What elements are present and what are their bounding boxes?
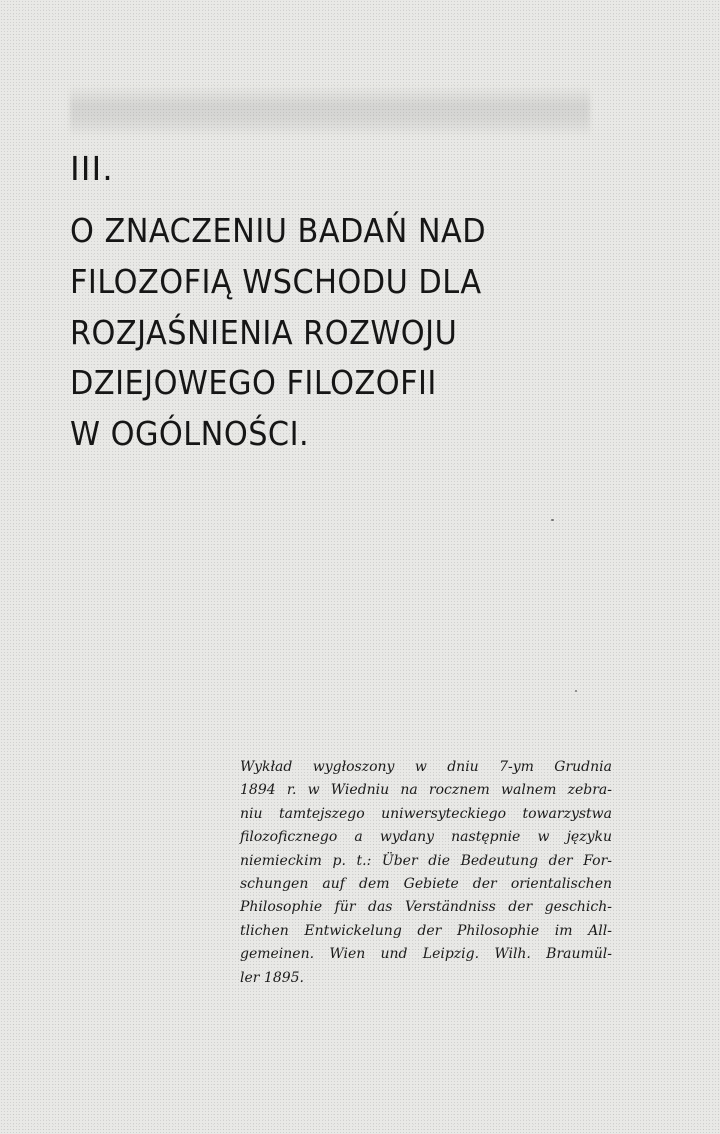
- paper-speck: [551, 519, 554, 521]
- chapter-title-line: ROZJAŚNIENIA ROZWOJU: [70, 312, 458, 352]
- footnote-line: schungen auf dem Gebiete der orientalischen: [240, 876, 612, 893]
- lecture-footnote: [240, 756, 612, 990]
- footnote-line: filozoficznego a wydany następnie w języku: [240, 829, 612, 846]
- paper-speck: [575, 690, 577, 692]
- chapter-title-line: DZIEJOWEGO FILOZOFII: [70, 363, 437, 403]
- show-through-text-bleed: [70, 86, 590, 136]
- footnote-line: Philosophie für das Verständniss der geschich-: [240, 899, 612, 916]
- footnote-line: ler 1895.: [240, 969, 304, 986]
- footnote-line: 1894 r. w Wiedniu na rocznem walnem zebra-: [240, 782, 612, 799]
- footnote-line: gemeinen. Wien und Leipzig. Wilh. Braumül-: [240, 946, 612, 963]
- chapter-title: [70, 206, 502, 460]
- chapter-numeral: III.: [70, 149, 114, 188]
- footnote-line: niu tamtejszego uniwersyteckiego towarzystwa: [240, 805, 612, 822]
- chapter-title-line: FILOZOFIĄ WSCHODU DLA: [70, 261, 482, 301]
- chapter-title-line: W OGÓLNOŚCI.: [70, 414, 310, 454]
- footnote-line: niemieckim p. t.: Über die Bedeutung der For-: [240, 852, 612, 869]
- footnote-line: Wykład wygłoszony w dniu 7-ym Grudnia: [240, 759, 612, 775]
- chapter-title-line: O ZNACZENIU BADAŃ NAD: [70, 211, 487, 250]
- footnote-line: tlichen Entwickelung der Philosophie im All-: [240, 922, 612, 939]
